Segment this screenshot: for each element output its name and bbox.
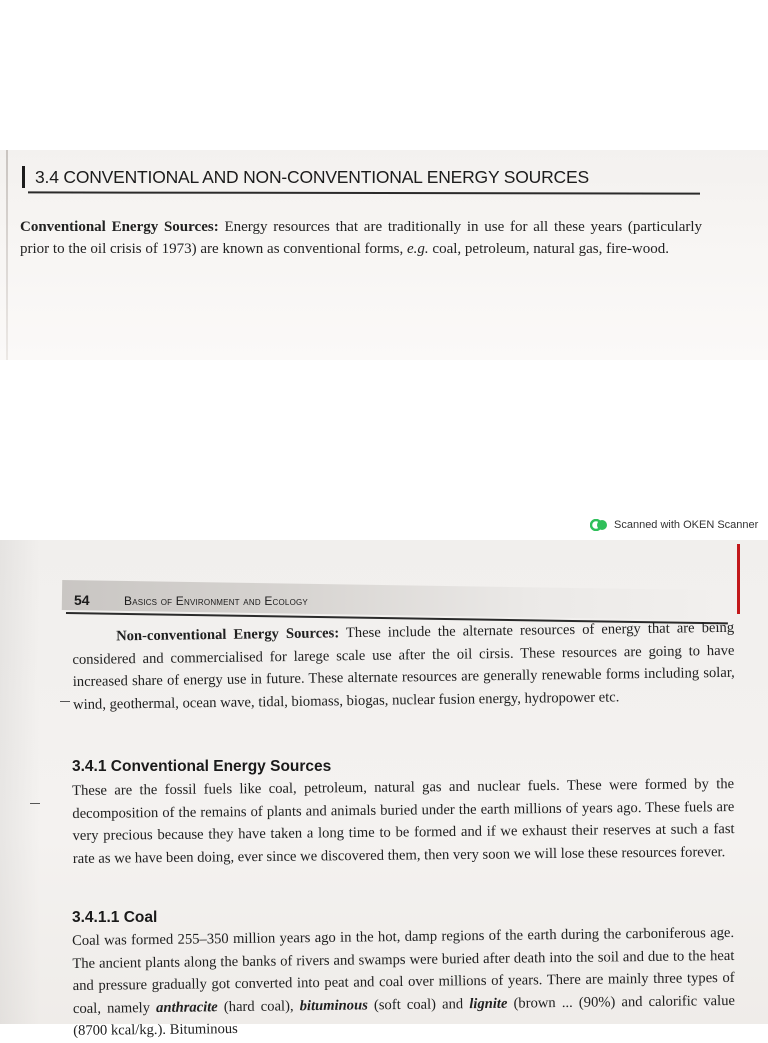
margin-dash (60, 701, 70, 702)
coal-brown: (brown (513, 994, 556, 1012)
scanner-watermark (590, 516, 758, 534)
conventional-sources-paragraph: These are the fossil fuels like coal, petroleum, natural gas and nuclear fuels. These were formed by the decomposition of the remains of plants and animals buried under the earth millions of years ago. These fuels are very precious because they have taken a long time to be formed and if we exhaust their reserves at such a fast rate as we have been doing, ever since we discovered them, then very soon we will lose these resources forever. (72, 776, 735, 867)
conventional-term: Conventional Energy Sources: (20, 219, 219, 235)
coal-lignite: lignite (469, 995, 508, 1012)
top-page-edge (6, 150, 8, 360)
nonconventional-text: These include the alternate resources of energy that are being considered and commercialised for larege scale use after the oil cirsis. These resources are going to have increased share of energy use in future. These alternate resources are generally renewable forms including solar, wind, geothermal, ocean wave, tidal, biomass, biogas, nuclear fusion energy, hydropower etc. (72, 619, 735, 713)
scanner-label: Scanned with OKEN Scanner (614, 519, 759, 531)
coal-hard: (hard coal), (223, 997, 294, 1015)
margin-dash (30, 803, 40, 804)
book-title: Basics of Environment and Ecology (124, 594, 308, 608)
section-heading: 3.4 CONVENTIONAL AND NON-CONVENTIONAL ENERGY SOURCES (22, 166, 715, 188)
nonconventional-paragraph (72, 617, 735, 716)
subsection-heading-conventional: 3.4.1 Conventional Energy Sources (72, 758, 332, 775)
nonconventional-term: Non-conventional Energy Sources: (116, 625, 340, 645)
conventional-text: Energy resources that are traditionally in use for all these years (particularly prior to the oil crisis of 1973) are known as conventional forms, (20, 219, 703, 257)
coal-bituminous: bituminous (299, 996, 368, 1014)
coal-anthracite: anthracite (156, 998, 218, 1016)
red-margin-mark (737, 544, 740, 614)
coal-text: Coal was formed 255–350 million years ago in the hot, damp regions of the earth during the carboniferous age. The ancient plants along the banks of rivers and swamps were buried after death into the soil and due to the heat and pressure gradually got converted into peat and coal over millions of years. There are mainly three types of coal, namely (72, 924, 735, 1017)
coal-paragraph (72, 922, 735, 1043)
coal-cutoff-line: ... (90%) and calorific value (8700 kcal/kg.). Bituminous (73, 992, 736, 1039)
coal-soft: (soft coal) and (373, 995, 464, 1013)
page-number: 54 (74, 592, 90, 608)
conventional-text-end: coal, petroleum, natural gas, fire-wood. (432, 241, 670, 257)
conventional-definition-paragraph (20, 216, 702, 260)
bottom-page-shadow (0, 540, 40, 1024)
eg-abbrev: e.g. (407, 241, 429, 257)
subsection-heading-coal: 3.4.1.1 Coal (72, 909, 158, 926)
oken-scanner-icon (590, 519, 608, 531)
